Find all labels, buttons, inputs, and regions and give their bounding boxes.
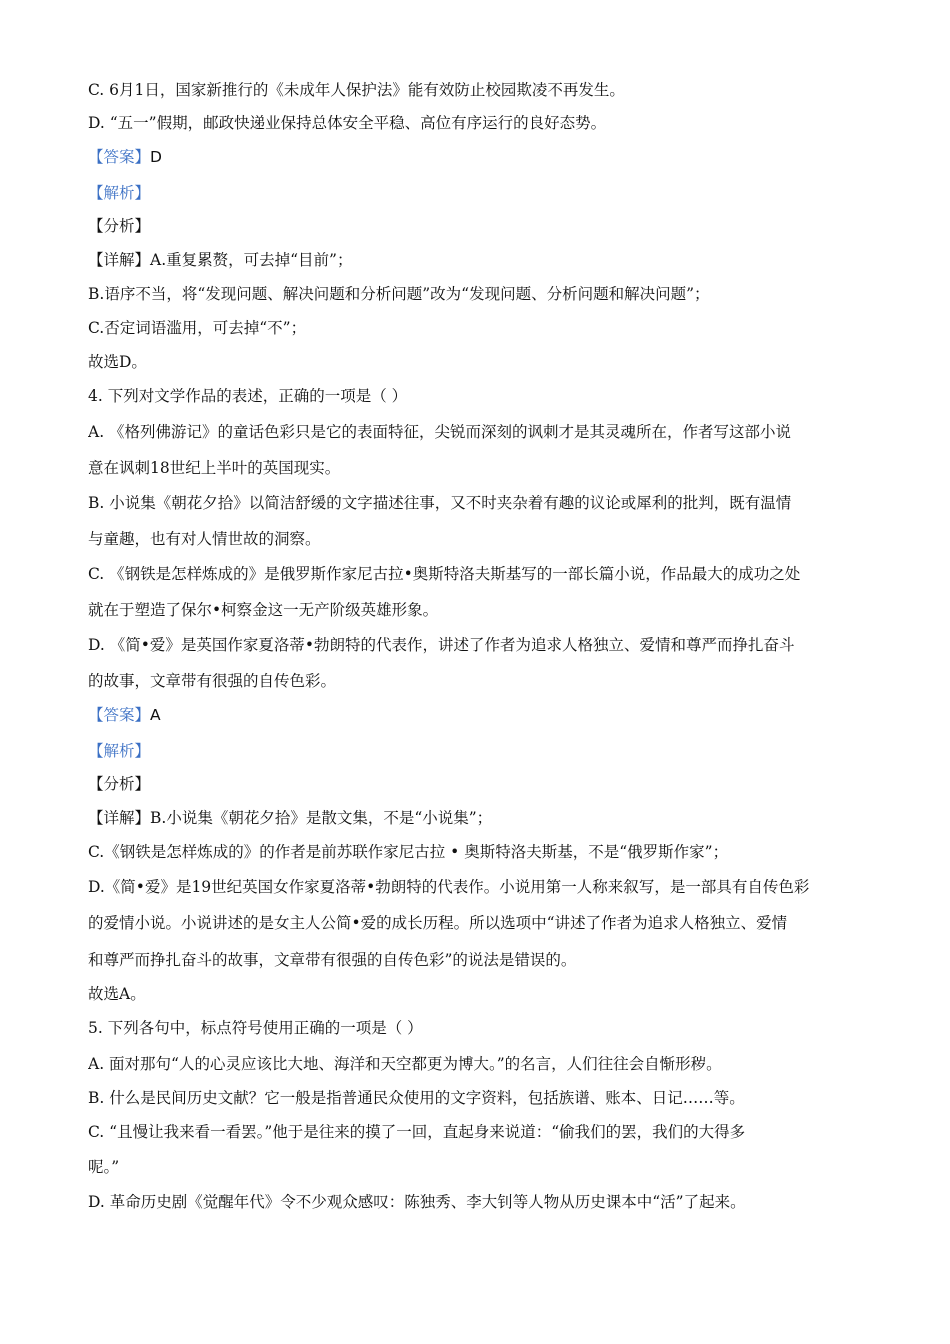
q4-option-b-line2: 与童趣，也有对人情世故的洞察。 [88, 530, 321, 548]
q4-fenxi-label: 【分析】 [88, 775, 151, 793]
q4-detail-b [88, 807, 868, 829]
q4-option-a-line2: 意在讽刺18世纪上半叶的英国现实。 [88, 459, 341, 477]
q4-option-c-line1: C. 《钢铁是怎样炼成的》是俄罗斯作家尼古拉•奥斯特洛夫斯基写的一部长篇小说，作品最大的成功之处 [88, 565, 801, 583]
q4-detail-c: C.《钢铁是怎样炼成的》的作者是前苏联作家尼古拉 • 奥斯特洛夫斯基，不是“俄罗斯作家”； [88, 843, 729, 861]
q5-option-b: B. 什么是民间历史文献？它一般是指普通民众使用的文字资料，包括族谱、账本、日记……等。 [88, 1089, 745, 1107]
q5-option-c-line1: C. “且慢让我来看一看罢。”他于是往来的摸了一回，直起身来说道：“偷我们的罢，我们的大得多 [88, 1123, 746, 1141]
q3-conclusion: 故选D。 [88, 353, 147, 371]
q3-detail-a [88, 249, 868, 271]
q5-option-a: A. 面对那句“人的心灵应该比大地、海洋和天空都更为博大。”的名言，人们往往会自惭形秽。 [88, 1055, 722, 1073]
detail-label: 【详解】 [88, 809, 151, 827]
q4-option-c-line2: 就在于塑造了保尔•柯察金这一无产阶级英雄形象。 [88, 601, 439, 619]
detail-label: 【详解】 [88, 251, 151, 269]
q4-option-d-line2: 的故事，文章带有很强的自传色彩。 [88, 672, 337, 690]
q4-answer [88, 704, 868, 726]
q3-option-c: C. 6月1日，国家新推行的《未成年人保护法》能有效防止校园欺凌不再发生。 [88, 81, 625, 99]
q5-stem: 5. 下列各句中，标点符号使用正确的一项是（ ） [88, 1019, 423, 1037]
q4-option-d-line1: D. 《简•爱》是英国作家夏洛蒂•勃朗特的代表作，讲述了作者为追求人格独立、爱情和尊严而挣扎奋斗 [88, 636, 795, 654]
q5-option-d: D. 革命历史剧《觉醒年代》令不少观众感叹：陈独秀、李大钊等人物从历史课本中“活”了起来。 [88, 1193, 746, 1211]
q3-option-d: D. “五一”假期，邮政快递业保持总体安全平稳、高位有序运行的良好态势。 [88, 114, 607, 132]
q3-analysis-label: 【解析】 [88, 184, 151, 202]
detail-text: A.重复累赘，可去掉“目前”； [150, 251, 353, 269]
q3-answer [88, 146, 868, 168]
q4-detail-d-line2: 的爱情小说。小说讲述的是女主人公简•爱的成长历程。所以选项中“讲述了作者为追求人格独立、爱情 [88, 914, 788, 932]
q4-option-b-line1: B. 小说集《朝花夕拾》以简洁舒缓的文字描述往事，又不时夹杂着有趣的议论或犀利的批判，既有温情 [88, 494, 792, 512]
q4-conclusion: 故选A。 [88, 985, 146, 1003]
answer-label: 【答案】 [88, 148, 151, 166]
answer-value: D [150, 148, 162, 166]
q4-detail-d-line3: 和尊严而挣扎奋斗的故事，文章带有很强的自传色彩”的说法是错误的。 [88, 951, 577, 969]
answer-value: A [150, 706, 161, 724]
q4-stem: 4. 下列对文学作品的表述，正确的一项是（ ） [88, 387, 408, 405]
q3-fenxi-label: 【分析】 [88, 217, 151, 235]
q5-option-c-line2: 呢。” [88, 1158, 120, 1176]
q3-detail-b: B.语序不当，将“发现问题、解决问题和分析问题”改为“发现问题、分析问题和解决问题”； [88, 285, 710, 303]
answer-label: 【答案】 [88, 706, 151, 724]
q3-detail-c: C.否定词语滥用，可去掉“不”； [88, 319, 307, 337]
q4-option-a-line1: A. 《格列佛游记》的童话色彩只是它的表面特征，尖锐而深刻的讽刺才是其灵魂所在，作者写这部小说 [88, 423, 792, 441]
q4-detail-d-line1: D.《简•爱》是19世纪英国女作家夏洛蒂•勃朗特的代表作。小说用第一人称来叙写，是一部具有自传色彩 [88, 878, 810, 896]
detail-text: B.小说集《朝花夕拾》是散文集，不是“小说集”； [150, 809, 493, 827]
q4-analysis-label: 【解析】 [88, 742, 151, 760]
